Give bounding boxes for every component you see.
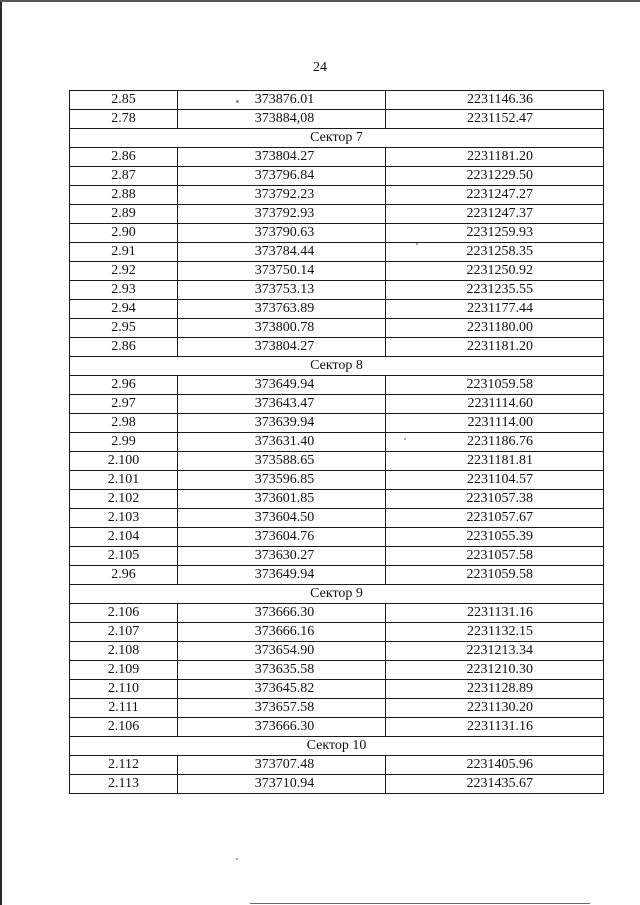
table-row [70,414,604,433]
point-id-cell: 2.97 [70,395,178,414]
table-row [70,91,604,110]
y-coordinate-cell: 2231130.20 [386,699,604,718]
table-row [70,300,604,319]
y-coordinate-cell: 2231131.16 [386,604,604,623]
y-coordinate-cell: 2231258.35 [386,243,604,262]
point-id-cell: 2.107 [70,623,178,642]
table-row [70,205,604,224]
y-coordinate-cell: 2231435.67 [386,775,604,794]
point-id-cell: 2.89 [70,205,178,224]
x-coordinate-cell: 373707.48 [178,756,386,775]
y-coordinate-cell: 2231250.92 [386,262,604,281]
x-coordinate-cell: 373596.85 [178,471,386,490]
y-coordinate-cell: 2231229.50 [386,167,604,186]
table-row [70,528,604,547]
coordinates-table [69,90,604,794]
table-row [70,110,604,129]
y-coordinate-cell: 2231057.58 [386,547,604,566]
table-row [70,490,604,509]
point-id-cell: 2.95 [70,319,178,338]
point-id-cell: 2.101 [70,471,178,490]
point-id-cell: 2.94 [70,300,178,319]
x-coordinate-cell: 373630.27 [178,547,386,566]
sector-label: Сектор 7 [70,129,604,148]
y-coordinate-cell: 2231057.38 [386,490,604,509]
table-row [70,186,604,205]
point-id-cell: 2.98 [70,414,178,433]
table-row [70,433,604,452]
x-coordinate-cell: 373643.47 [178,395,386,414]
x-coordinate-cell: 373666.30 [178,718,386,737]
y-coordinate-cell: 2231104.57 [386,471,604,490]
point-id-cell: 2.99 [70,433,178,452]
x-coordinate-cell: 373601.85 [178,490,386,509]
point-id-cell: 2.92 [70,262,178,281]
x-coordinate-cell: 373804.27 [178,338,386,357]
x-coordinate-cell: 373666.30 [178,604,386,623]
point-id-cell: 2.109 [70,661,178,680]
x-coordinate-cell: 373639.94 [178,414,386,433]
table-row [70,395,604,414]
sector-label: Сектор 10 [70,737,604,756]
table-row [70,718,604,737]
x-coordinate-cell: 373604.50 [178,509,386,528]
y-coordinate-cell: 2231213.34 [386,642,604,661]
point-id-cell: 2.87 [70,167,178,186]
point-id-cell: 2.104 [70,528,178,547]
point-id-cell: 2.108 [70,642,178,661]
x-coordinate-cell: 373750.14 [178,262,386,281]
y-coordinate-cell: 2231152.47 [386,110,604,129]
y-coordinate-cell: 2231210.30 [386,661,604,680]
x-coordinate-cell: 373763.89 [178,300,386,319]
table-row [70,699,604,718]
point-id-cell: 2.110 [70,680,178,699]
x-coordinate-cell: 373649.94 [178,376,386,395]
page-edge [0,0,2,905]
table-row [70,547,604,566]
table-row [70,604,604,623]
table-row [70,509,604,528]
x-coordinate-cell: 373790.63 [178,224,386,243]
scan-speck [416,243,418,245]
table-row [70,642,604,661]
x-coordinate-cell: 373657.58 [178,699,386,718]
y-coordinate-cell: 2231055.39 [386,528,604,547]
y-coordinate-cell: 2231181.20 [386,338,604,357]
sector-label: Сектор 8 [70,357,604,376]
y-coordinate-cell: 2231131.16 [386,718,604,737]
scan-speck [236,100,239,103]
table-row [70,566,604,585]
point-id-cell: 2.88 [70,186,178,205]
table-row [70,680,604,699]
point-id-cell: 2.106 [70,604,178,623]
y-coordinate-cell: 2231114.60 [386,395,604,414]
sector-header-row [70,357,604,376]
y-coordinate-cell: 2231146.36 [386,91,604,110]
point-id-cell: 2.85 [70,91,178,110]
x-coordinate-cell: 373631.40 [178,433,386,452]
scan-speck [404,438,406,440]
point-id-cell: 2.111 [70,699,178,718]
x-coordinate-cell: 373800.78 [178,319,386,338]
page-edge-top [0,0,640,2]
x-coordinate-cell: 373792.23 [178,186,386,205]
y-coordinate-cell: 2231181.20 [386,148,604,167]
point-id-cell: 2.100 [70,452,178,471]
point-id-cell: 2.112 [70,756,178,775]
x-coordinate-cell: 373649.94 [178,566,386,585]
y-coordinate-cell: 2231247.27 [386,186,604,205]
table-row [70,756,604,775]
y-coordinate-cell: 2231405.96 [386,756,604,775]
point-id-cell: 2.90 [70,224,178,243]
sector-header-row [70,129,604,148]
y-coordinate-cell: 2231114.00 [386,414,604,433]
point-id-cell: 2.96 [70,376,178,395]
point-id-cell: 2.106 [70,718,178,737]
point-id-cell: 2.93 [70,281,178,300]
table-row [70,224,604,243]
y-coordinate-cell: 2231186.76 [386,433,604,452]
table-row [70,471,604,490]
x-coordinate-cell: 373753.13 [178,281,386,300]
x-coordinate-cell: 373884,08 [178,110,386,129]
x-coordinate-cell: 373710.94 [178,775,386,794]
x-coordinate-cell: 373666.16 [178,623,386,642]
table-row [70,281,604,300]
x-coordinate-cell: 373784.44 [178,243,386,262]
table-row [70,376,604,395]
y-coordinate-cell: 2231259.93 [386,224,604,243]
y-coordinate-cell: 2231059.58 [386,566,604,585]
sector-header-row [70,585,604,604]
sector-header-row [70,737,604,756]
y-coordinate-cell: 2231177.44 [386,300,604,319]
y-coordinate-cell: 2231247.37 [386,205,604,224]
sector-label: Сектор 9 [70,585,604,604]
table-row [70,338,604,357]
table-row [70,319,604,338]
table-row [70,452,604,471]
x-coordinate-cell: 373645.82 [178,680,386,699]
point-id-cell: 2.105 [70,547,178,566]
x-coordinate-cell: 373635.58 [178,661,386,680]
point-id-cell: 2.96 [70,566,178,585]
y-coordinate-cell: 2231180.00 [386,319,604,338]
y-coordinate-cell: 2231057.67 [386,509,604,528]
table-row [70,167,604,186]
y-coordinate-cell: 2231235.55 [386,281,604,300]
y-coordinate-cell: 2231128.89 [386,680,604,699]
table-row [70,148,604,167]
x-coordinate-cell: 373876.01 [178,91,386,110]
y-coordinate-cell: 2231059.58 [386,376,604,395]
point-id-cell: 2.102 [70,490,178,509]
point-id-cell: 2.103 [70,509,178,528]
page-bottom-edge [250,903,590,904]
table-row [70,661,604,680]
x-coordinate-cell: 373792.93 [178,205,386,224]
point-id-cell: 2.78 [70,110,178,129]
page-number: 24 [313,60,327,75]
coordinates-table-body [70,91,604,794]
x-coordinate-cell: 373588.65 [178,452,386,471]
table-row [70,775,604,794]
point-id-cell: 2.86 [70,148,178,167]
point-id-cell: 2.86 [70,338,178,357]
x-coordinate-cell: 373654.90 [178,642,386,661]
x-coordinate-cell: 373804.27 [178,148,386,167]
x-coordinate-cell: 373604.76 [178,528,386,547]
y-coordinate-cell: 2231181.81 [386,452,604,471]
scan-speck [236,858,238,860]
point-id-cell: 2.113 [70,775,178,794]
y-coordinate-cell: 2231132.15 [386,623,604,642]
table-row [70,262,604,281]
point-id-cell: 2.91 [70,243,178,262]
x-coordinate-cell: 373796.84 [178,167,386,186]
table-row [70,243,604,262]
table-row [70,623,604,642]
